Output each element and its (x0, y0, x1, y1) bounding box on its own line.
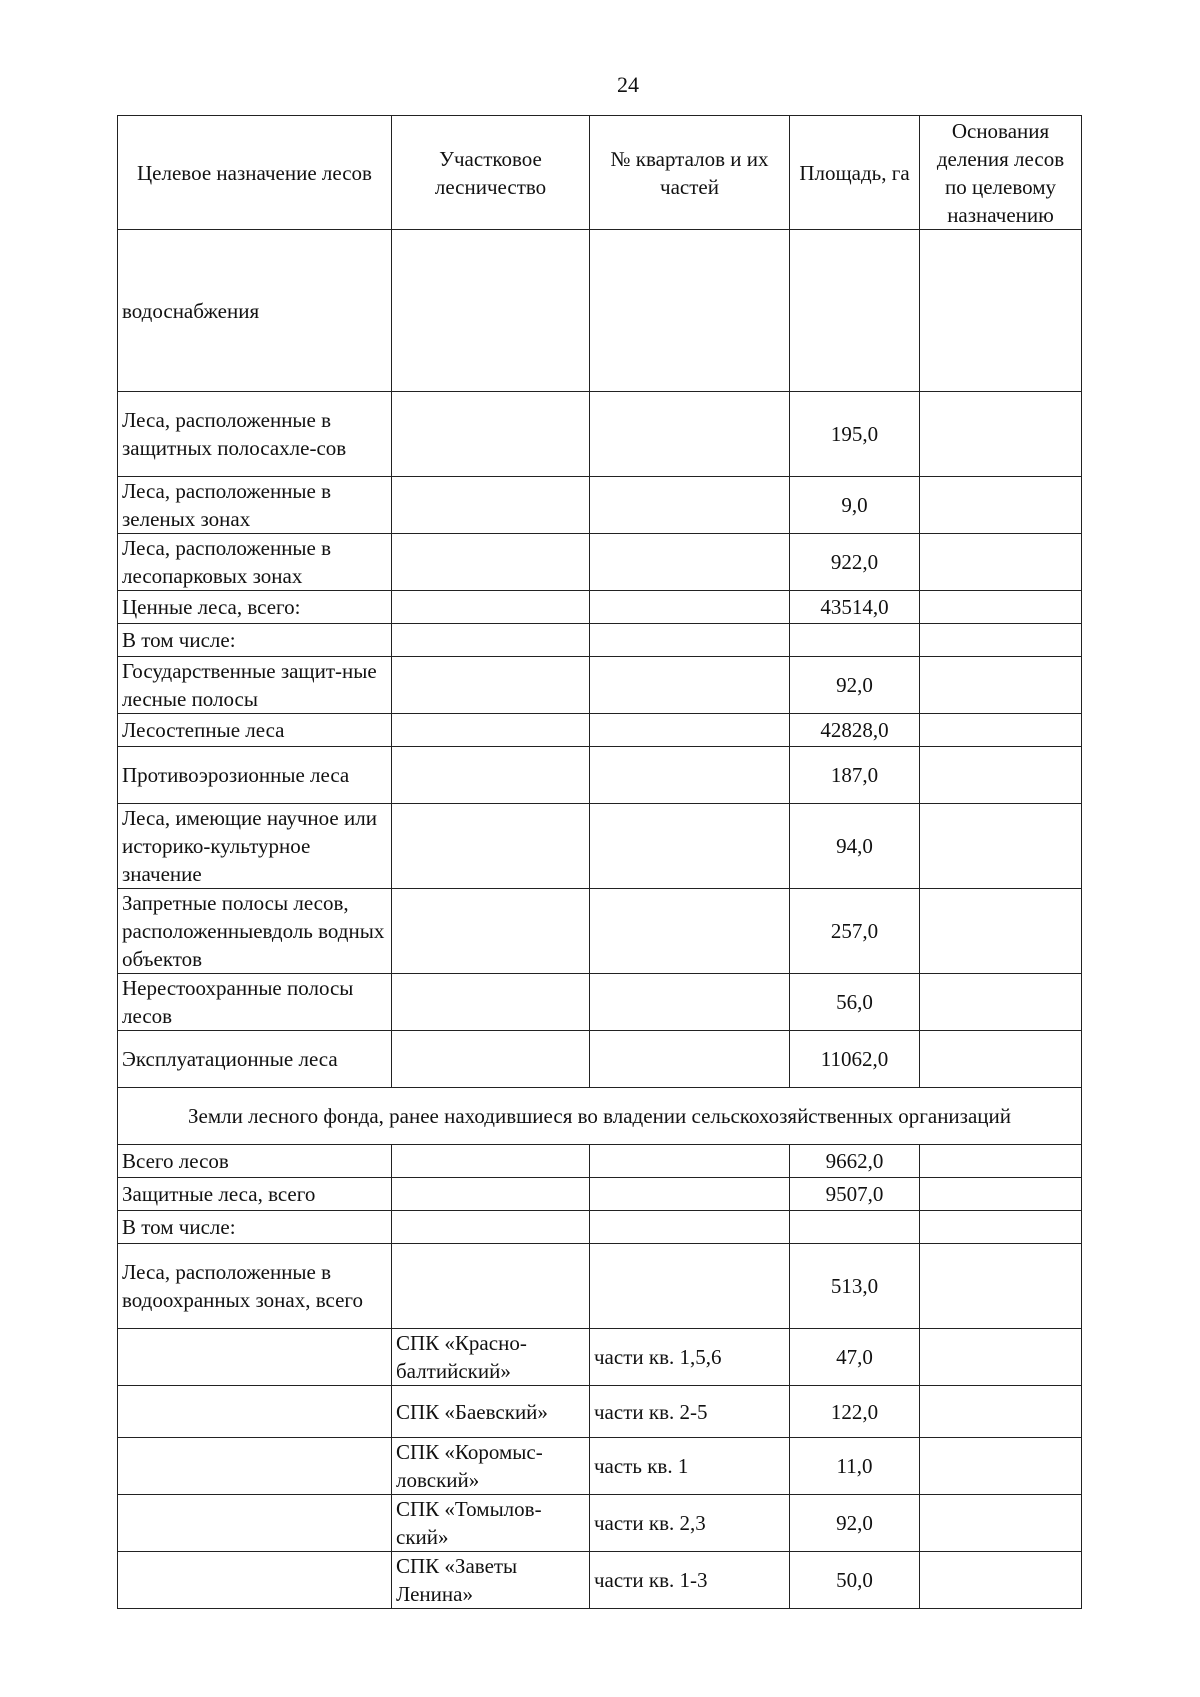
cell-district (392, 1178, 590, 1211)
cell-purpose: Леса, имеющие научное или историко-культурное значение (118, 804, 392, 889)
cell-purpose: Леса, расположенные в лесопарковых зонах (118, 534, 392, 591)
table-row (118, 1495, 1082, 1552)
cell-purpose: Леса, расположенные в водоохранных зонах, всего (118, 1244, 392, 1329)
table-row (118, 1178, 1082, 1211)
cell-district (392, 591, 590, 624)
header-purpose: Целевое назначение лесов (118, 116, 392, 230)
cell-purpose: Противоэрозионные леса (118, 747, 392, 804)
cell-area: 122,0 (790, 1386, 920, 1438)
cell-area: 92,0 (790, 1495, 920, 1552)
cell-district (392, 657, 590, 714)
table-row (118, 591, 1082, 624)
header-quarters: № кварталов и их частей (590, 116, 790, 230)
cell-district: СПК «Баевский» (392, 1386, 590, 1438)
cell-quarters (590, 534, 790, 591)
cell-area: 43514,0 (790, 591, 920, 624)
cell-district: СПК «Томылов-ский» (392, 1495, 590, 1552)
cell-quarters: части кв. 1-3 (590, 1552, 790, 1609)
cell-area: 47,0 (790, 1329, 920, 1386)
table-row (118, 1244, 1082, 1329)
table-row (118, 1145, 1082, 1178)
cell-area: 9662,0 (790, 1145, 920, 1178)
cell-district (392, 624, 590, 657)
cell-district (392, 392, 590, 477)
cell-purpose (118, 1495, 392, 1552)
cell-basis (920, 624, 1082, 657)
cell-quarters (590, 624, 790, 657)
cell-basis (920, 1178, 1082, 1211)
page-number: 24 (617, 72, 639, 97)
cell-area: 513,0 (790, 1244, 920, 1329)
cell-district (392, 230, 590, 392)
cell-basis (920, 1329, 1082, 1386)
cell-quarters (590, 889, 790, 974)
table-header-row (118, 116, 1082, 230)
cell-quarters (590, 657, 790, 714)
cell-purpose: В том числе: (118, 624, 392, 657)
cell-basis (920, 1386, 1082, 1438)
cell-basis (920, 1211, 1082, 1244)
cell-purpose: Защитные леса, всего (118, 1178, 392, 1211)
cell-purpose (118, 1552, 392, 1609)
cell-quarters (590, 591, 790, 624)
cell-basis (920, 230, 1082, 392)
cell-basis (920, 591, 1082, 624)
cell-quarters (590, 1031, 790, 1088)
cell-basis (920, 889, 1082, 974)
cell-purpose: Лесостепные леса (118, 714, 392, 747)
cell-area: 9,0 (790, 477, 920, 534)
cell-district (392, 477, 590, 534)
cell-basis (920, 804, 1082, 889)
cell-area: 195,0 (790, 392, 920, 477)
cell-district: СПК «Заветы Ленина» (392, 1552, 590, 1609)
cell-area: 42828,0 (790, 714, 920, 747)
table-row (118, 624, 1082, 657)
cell-quarters (590, 804, 790, 889)
cell-quarters (590, 477, 790, 534)
cell-basis (920, 657, 1082, 714)
cell-area: 94,0 (790, 804, 920, 889)
cell-basis (920, 534, 1082, 591)
cell-purpose (118, 1438, 392, 1495)
cell-basis (920, 974, 1082, 1031)
table-row (118, 1031, 1082, 1088)
cell-area: 187,0 (790, 747, 920, 804)
table-row (118, 657, 1082, 714)
cell-district: СПК «Красно-балтийский» (392, 1329, 590, 1386)
cell-purpose: Всего лесов (118, 1145, 392, 1178)
cell-quarters: части кв. 2,3 (590, 1495, 790, 1552)
cell-basis (920, 714, 1082, 747)
cell-purpose: Леса, расположенные в зеленых зонах (118, 477, 392, 534)
cell-quarters (590, 714, 790, 747)
table-row (118, 477, 1082, 534)
cell-purpose (118, 1329, 392, 1386)
cell-area: 92,0 (790, 657, 920, 714)
cell-basis (920, 1031, 1082, 1088)
cell-purpose: Нерестоохранные полосы лесов (118, 974, 392, 1031)
table-row (118, 1438, 1082, 1495)
cell-district (392, 714, 590, 747)
cell-purpose: Государственные защит-ные лесные полосы (118, 657, 392, 714)
table-row (118, 230, 1082, 392)
cell-purpose: Леса, расположенные в защитных полосахле-сов (118, 392, 392, 477)
cell-quarters (590, 1178, 790, 1211)
cell-area (790, 1211, 920, 1244)
cell-area: 50,0 (790, 1552, 920, 1609)
table-row (118, 392, 1082, 477)
cell-purpose: водоснабжения (118, 230, 392, 392)
section-title-row (118, 1088, 1082, 1145)
cell-quarters (590, 1145, 790, 1178)
cell-area: 257,0 (790, 889, 920, 974)
table-row (118, 714, 1082, 747)
cell-basis (920, 1495, 1082, 1552)
cell-quarters (590, 974, 790, 1031)
table-row (118, 804, 1082, 889)
cell-district (392, 889, 590, 974)
cell-purpose: Эксплуатационные леса (118, 1031, 392, 1088)
cell-area: 11,0 (790, 1438, 920, 1495)
table-row (118, 889, 1082, 974)
cell-basis (920, 1438, 1082, 1495)
section-title: Земли лесного фонда, ранее находившиеся во владении сельскохозяйственных организаций (118, 1088, 1082, 1145)
forest-purpose-table (117, 115, 1082, 1609)
table-row (118, 534, 1082, 591)
header-area: Площадь, га (790, 116, 920, 230)
cell-district (392, 804, 590, 889)
cell-area: 922,0 (790, 534, 920, 591)
table-row (118, 974, 1082, 1031)
cell-district (392, 1244, 590, 1329)
cell-quarters (590, 392, 790, 477)
cell-quarters (590, 230, 790, 392)
cell-district (392, 1211, 590, 1244)
cell-area: 11062,0 (790, 1031, 920, 1088)
cell-quarters: части кв. 1,5,6 (590, 1329, 790, 1386)
cell-quarters (590, 1244, 790, 1329)
table-row (118, 1211, 1082, 1244)
cell-area (790, 624, 920, 657)
header-district: Участковое лесничество (392, 116, 590, 230)
table-row (118, 1329, 1082, 1386)
cell-district (392, 747, 590, 804)
cell-area: 56,0 (790, 974, 920, 1031)
cell-basis (920, 477, 1082, 534)
cell-quarters (590, 1211, 790, 1244)
cell-area: 9507,0 (790, 1178, 920, 1211)
cell-basis (920, 1552, 1082, 1609)
table-row (118, 747, 1082, 804)
cell-basis (920, 392, 1082, 477)
cell-district (392, 1031, 590, 1088)
cell-purpose: В том числе: (118, 1211, 392, 1244)
cell-quarters: части кв. 2-5 (590, 1386, 790, 1438)
cell-quarters (590, 747, 790, 804)
cell-basis (920, 1145, 1082, 1178)
cell-quarters: часть кв. 1 (590, 1438, 790, 1495)
cell-basis (920, 747, 1082, 804)
cell-basis (920, 1244, 1082, 1329)
cell-area (790, 230, 920, 392)
cell-purpose: Ценные леса, всего: (118, 591, 392, 624)
header-basis: Основания деления лесов по целевому назначению (920, 116, 1082, 230)
cell-purpose: Запретные полосы лесов, расположенныевдоль водных объектов (118, 889, 392, 974)
cell-district: СПК «Коромыс-ловский» (392, 1438, 590, 1495)
table-row (118, 1386, 1082, 1438)
cell-purpose (118, 1386, 392, 1438)
table-row (118, 1552, 1082, 1609)
cell-district (392, 1145, 590, 1178)
cell-district (392, 974, 590, 1031)
cell-district (392, 534, 590, 591)
